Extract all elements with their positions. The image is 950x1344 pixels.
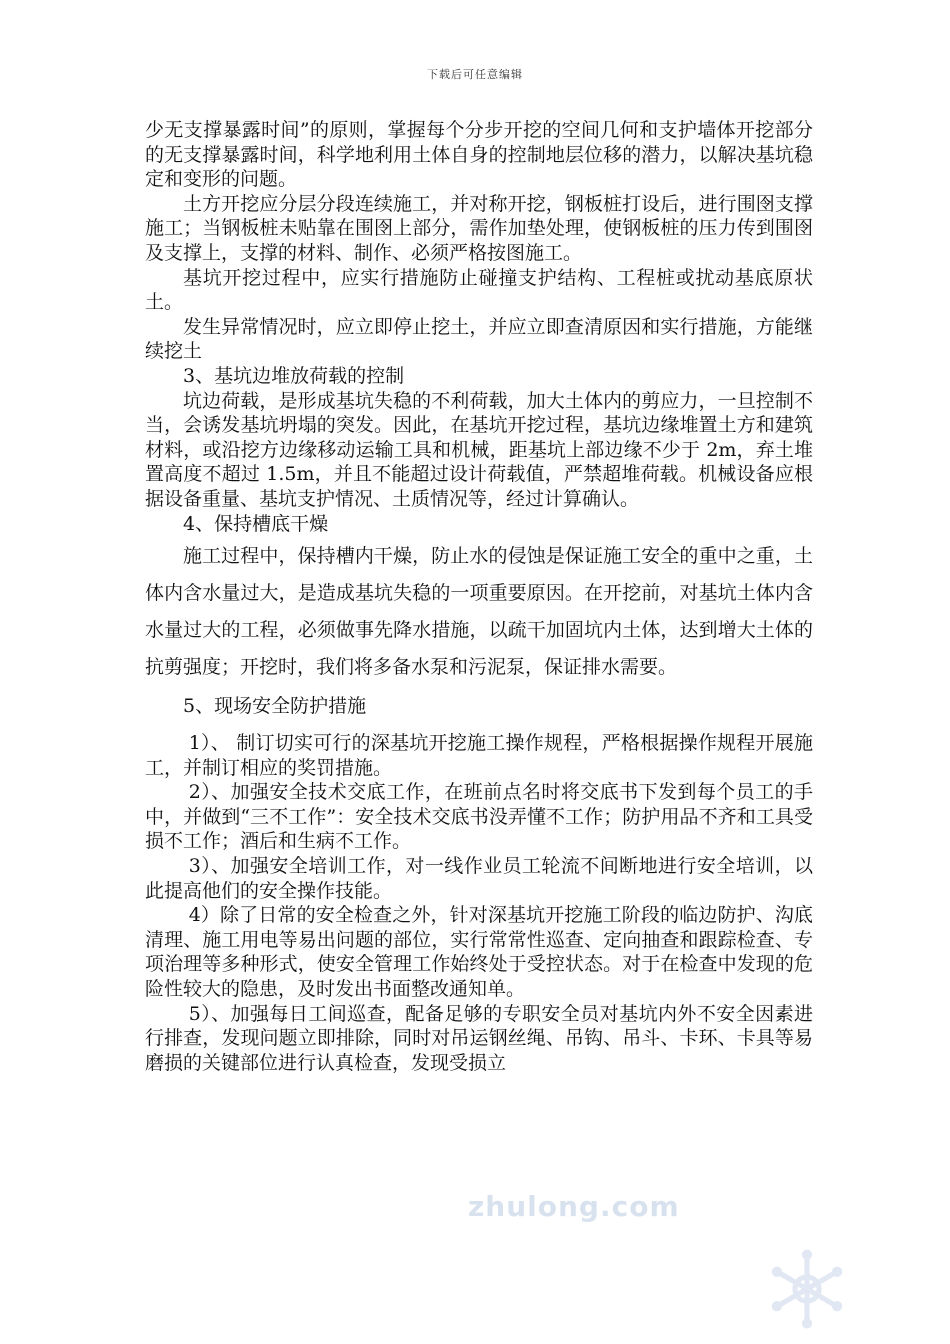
paragraph-excavation-layers: 土方开挖应分层分段连续施工，并对称开挖，钢板桩打设后，进行围囹支撑施工；当钢板桩未贴靠在围囹上部分，需作加垫处理，使钢板桩的压力传到围囹及支撑上，支撑的材料、制作、必须严格按图施工。 xyxy=(145,192,813,264)
list-item-1: 1）、 制订切实可行的深基坑开挖施工操作规程，严格根据操作规程开展施工，并制订相应的奖罚措施。 xyxy=(145,732,813,779)
paragraph-abnormal-stop: 发生异常情况时，应立即停止挖土，并应立即查清原因和实行措施，方能继续挖土 xyxy=(145,315,813,363)
list-item-3: 3）、加强安全培训工作，对一线作业员工轮流不间断地进行安全培训，以此提高他们的安全操作技能。 xyxy=(145,855,813,902)
section-heading-5: 5、现场安全防护措施 xyxy=(183,695,367,718)
list-item-5: 5）、加强每日工间巡查，配备足够的专职安全员对基坑内外不安全因素进行排查，发现问题立即排除，同时对吊运钢丝绳、吊钩、吊斗、卡环、卡具等易磨损的关键部位进行认真检查，发现受损立 xyxy=(145,1002,813,1074)
paragraph-continuation: 少无支撑暴露时间”的原则，掌握每个分步开挖的空间几何和支护墙体开挖部分的无支撑暴露时间，科学地利用土体自身的控制地层位移的潜力，以解决基坑稳定和变形的问题。 xyxy=(145,119,813,191)
paragraph-avoid-collision: 基坑开挖过程中，应实行措施防止碰撞支护结构、工程桩或扰动基底原状土。 xyxy=(145,266,813,314)
paragraph-load-control: 坑边荷载，是形成基坑失稳的不利荷载，加大土体内的剪应力，一旦控制不当，会诱发基坑坍塌的突发。因此，在基坑开挖过程，基坑边缘堆置土方和建筑材料，或沿挖方边缘移动运输工具和机械，距基坑上部边缘不少于 2m，弃土堆置高度不超过 1.5m，并且不能超过设计荷载值，严禁超堆荷载。机械设备应根据设备重量、基坑支护情况、土质情况等，经过计算确认。 xyxy=(145,389,813,510)
list-item-4: 4）除了日常的安全检查之外，针对深基坑开挖施工阶段的临边防护、沟底清理、施工用电等易出问题的部位，实行常常性巡查、定向抽查和跟踪检查、专项治理等多种形式，使安全管理工作始终处于受控状态。对于在检查中发现的危险性较大的隐患，及时发出书面整改通知单。 xyxy=(145,904,813,1001)
section-heading-4: 4、保持槽底干燥 xyxy=(183,512,329,535)
page-header: 下载后可任意编辑 xyxy=(427,68,523,81)
document-body xyxy=(145,118,813,1075)
section-heading-3: 3、基坑边堆放荷载的控制 xyxy=(183,364,405,387)
list-item-2: 2）、加强安全技术交底工作，在班前点名时将交底书下发到每个员工的手中，并做到“三不工作”：安全技术交底书没弄懂不工作；防护用品不齐和工具受损不工作；酒后和生病不工作。 xyxy=(145,781,813,853)
paragraph-keep-dry: 施工过程中，保持槽内干燥，防止水的侵蚀是保证施工安全的重中之重，土体内含水量过大，是造成基坑失稳的一项重要原因。在开挖前，对基坑土体内含水量过大的工程，必须做事先降水措施，以疏干加固坑内土体，达到增大土体的抗剪强度；开挖时，我们将多备水泵和污泥泵，保证排水需要。 xyxy=(145,545,813,679)
snowflake-watermark-icon xyxy=(764,1246,850,1332)
watermark-text: zhulong.com xyxy=(468,1190,680,1223)
